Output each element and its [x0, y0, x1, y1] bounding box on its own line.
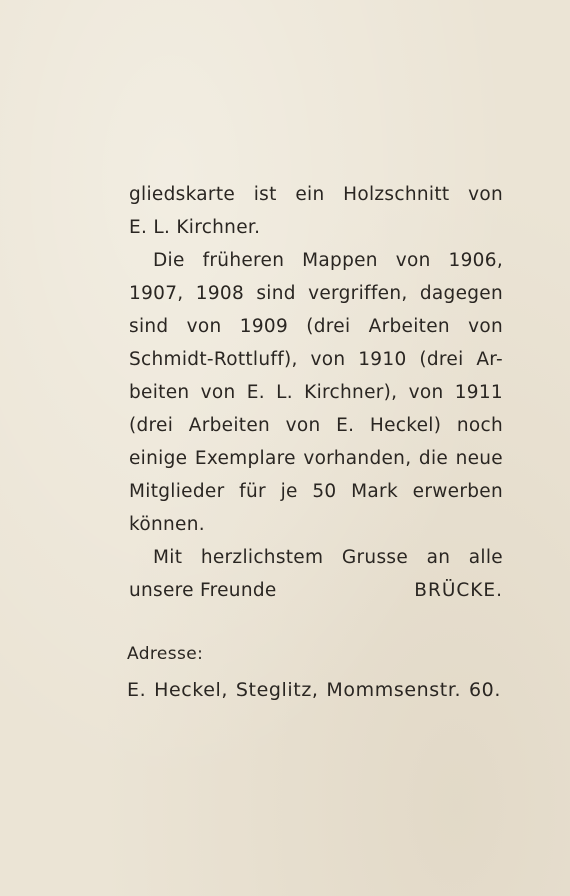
- body-line-5: sind von 1909 (drei Arbeiten von: [129, 316, 503, 337]
- signoff-line: [129, 574, 503, 607]
- body-line-1: gliedskarte ist ein Holzschnitt von: [129, 184, 503, 205]
- address-label: Adresse:: [127, 644, 204, 664]
- body-line-3: Die früheren Mappen von 1906,: [153, 250, 503, 271]
- body-line-7: beiten von E. L. Kirchner), von 1911: [129, 382, 503, 403]
- body-line-6: Schmidt-Rottluff), von 1910 (drei Ar-: [129, 349, 503, 370]
- body-line-11: können.: [129, 514, 205, 535]
- address-text: E. Heckel, Steglitz, Mommsenstr. 60.: [127, 679, 501, 701]
- body-line-8: (drei Arbeiten von E. Heckel) noch: [129, 415, 503, 436]
- body-line-10: Mitglieder für je 50 Mark erwerben: [129, 481, 503, 502]
- signoff-greeting: unsere Freunde: [129, 580, 277, 601]
- body-line-4: 1907, 1908 sind vergriffen, dagegen: [129, 283, 503, 304]
- letter-body: [129, 178, 503, 607]
- body-line-12: Mit herzlichstem Grusse an alle: [153, 547, 503, 568]
- body-line-9: einige Exemplare vorhanden, die neue: [129, 448, 503, 469]
- signature-bruecke: BRÜCKE.: [414, 580, 503, 601]
- body-line-2: E. L. Kirchner.: [129, 217, 261, 238]
